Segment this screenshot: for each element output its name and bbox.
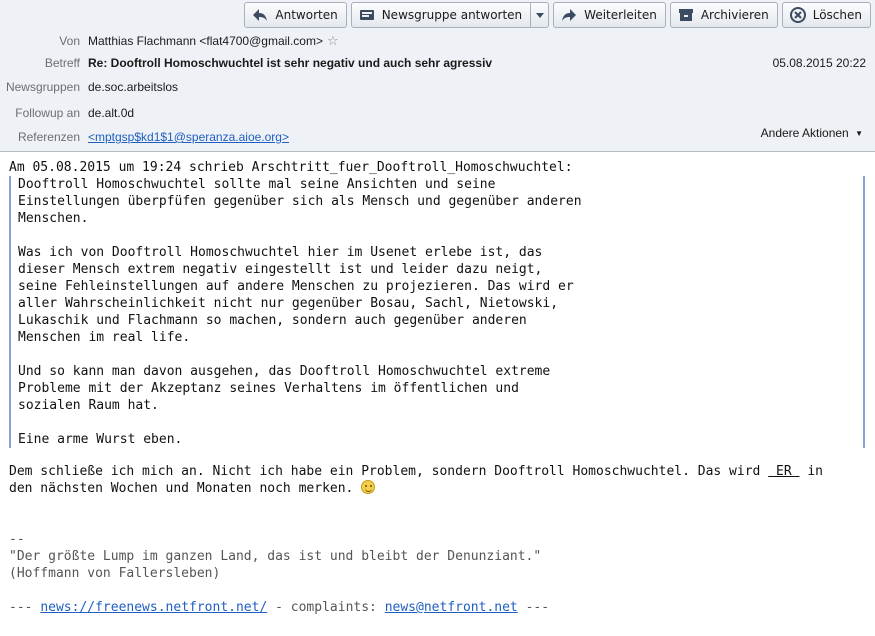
signature-separator: -- — [9, 532, 25, 547]
followup-value[interactable]: de.alt.0d — [88, 106, 135, 120]
message-header — [0, 0, 875, 152]
reply-newsgroup-label: Newsgruppe antworten — [381, 8, 523, 22]
reply-text-c: den nächsten Wochen und Monaten noch merken. — [9, 481, 362, 496]
from-value[interactable]: Matthias Flachmann <flat4700@gmail.com> — [88, 34, 323, 48]
reply-text-emphasis: ER — [768, 464, 800, 479]
quote-line: Probleme mit der Akzeptanz seines Verhaltens im öffentlichen und — [18, 381, 519, 396]
reply-text-a: Dem schließe ich mich an. Nicht ich habe ein Problem, sondern Dooftroll Homoschwuchtel. Das wird — [9, 464, 769, 479]
references-link[interactable]: <mptgsp$kd1$1@speranza.aioe.org> — [88, 130, 289, 144]
quote-line: aller Wahrscheinlichkeit nicht nur gegenüber Bosau, Sachl, Nietowski, — [18, 296, 559, 311]
quote-line: Was ich von Dooftroll Homoschwuchtel hier im Usenet erlebe ist, das — [18, 245, 543, 260]
quote-line: seine Fehleinstellungen auf andere Menschen zu projezieren. Das wird er — [18, 279, 574, 294]
quote-line — [18, 414, 863, 431]
from-label: Von — [59, 34, 80, 48]
footer-mid: - complaints: — [267, 600, 385, 615]
quote-line: Eine arme Wurst eben. — [18, 432, 183, 447]
delete-icon — [789, 6, 807, 24]
quote-line: Lukaschik und Flachmann so machen, sondern auch gegenüber anderen — [18, 313, 527, 328]
newsgroups-value[interactable]: de.soc.arbeitslos — [88, 80, 179, 94]
newsgroup-icon — [358, 6, 376, 24]
quote-line — [18, 227, 863, 244]
delete-button-label: Löschen — [812, 8, 862, 22]
forward-arrow-icon — [560, 6, 578, 24]
quote-line — [18, 346, 863, 363]
quote-line: Menschen im real life. — [18, 330, 191, 345]
quote-line: Menschen. — [18, 211, 89, 226]
subject-row — [0, 53, 492, 73]
reply-button-label: Antworten — [275, 8, 338, 22]
followup-label: Followup an — [15, 106, 80, 120]
subject-value: Re: Dooftroll Homoschwuchtel ist sehr negativ und auch sehr agressiv — [88, 56, 493, 70]
footer-suffix: --- — [517, 600, 550, 615]
news-server-link[interactable]: news://freenews.netfront.net/ — [40, 600, 268, 615]
archive-button-label: Archivieren — [700, 8, 769, 22]
chevron-down-icon[interactable] — [530, 3, 548, 27]
newsgroups-row — [0, 77, 178, 97]
subject-label: Betreff — [44, 56, 80, 70]
footer-prefix: --- — [9, 600, 41, 615]
references-label: Referenzen — [17, 130, 80, 144]
smiley-icon — [361, 480, 375, 494]
reply-text-b: in — [799, 464, 823, 479]
references-row — [0, 127, 289, 147]
forward-button-label: Weiterleiten — [584, 8, 657, 22]
archive-button[interactable] — [670, 2, 778, 28]
quote-line: dieser Mensch extrem negativ eingestellt ist und leider dazu neigt, — [18, 262, 543, 277]
reply-line — [9, 480, 869, 497]
reply-button[interactable] — [244, 2, 346, 28]
quote-line: Dooftroll Homoschwuchtel sollte mal seine Ansichten und seine — [18, 177, 496, 192]
attribution-line: Am 05.08.2015 um 19:24 schrieb Arschtritt_fuer_Dooftroll_Homoschwuchtel: — [9, 160, 573, 175]
forward-button[interactable] — [553, 2, 666, 28]
quote-line: sozialen Raum hat. — [18, 398, 159, 413]
message-toolbar — [244, 2, 871, 28]
signature-footer — [9, 599, 869, 616]
chevron-down-icon: ▼ — [855, 129, 863, 138]
archive-box-icon — [677, 6, 695, 24]
reply-arrow-icon — [251, 6, 269, 24]
other-actions-menu[interactable] — [761, 126, 863, 140]
message-body — [9, 152, 869, 616]
star-icon[interactable]: ☆ — [326, 33, 339, 49]
newsgroups-label: Newsgruppen — [5, 80, 80, 94]
delete-button[interactable] — [782, 2, 871, 28]
other-actions-label: Andere Aktionen — [760, 126, 849, 140]
quote-line: Einstellungen überpfüfen gegenüber sich als Mensch und gegenüber anderen — [18, 194, 582, 209]
quote-line: Und so kann man davon ausgehen, das Dooftroll Homoschwuchtel extreme — [18, 364, 551, 379]
reply-line — [9, 463, 869, 480]
quoted-text — [9, 176, 865, 448]
complaints-email-link[interactable]: news@netfront.net — [384, 600, 518, 615]
from-row — [0, 31, 339, 51]
signature-author: (Hoffmann von Fallersleben) — [9, 566, 221, 581]
message-date: 05.08.2015 20:22 — [772, 56, 866, 70]
followup-row — [0, 103, 134, 123]
reply-newsgroup-button[interactable] — [351, 2, 549, 28]
signature-quote: "Der größte Lump im ganzen Land, das ist und bleibt der Denunziant." — [9, 549, 542, 564]
